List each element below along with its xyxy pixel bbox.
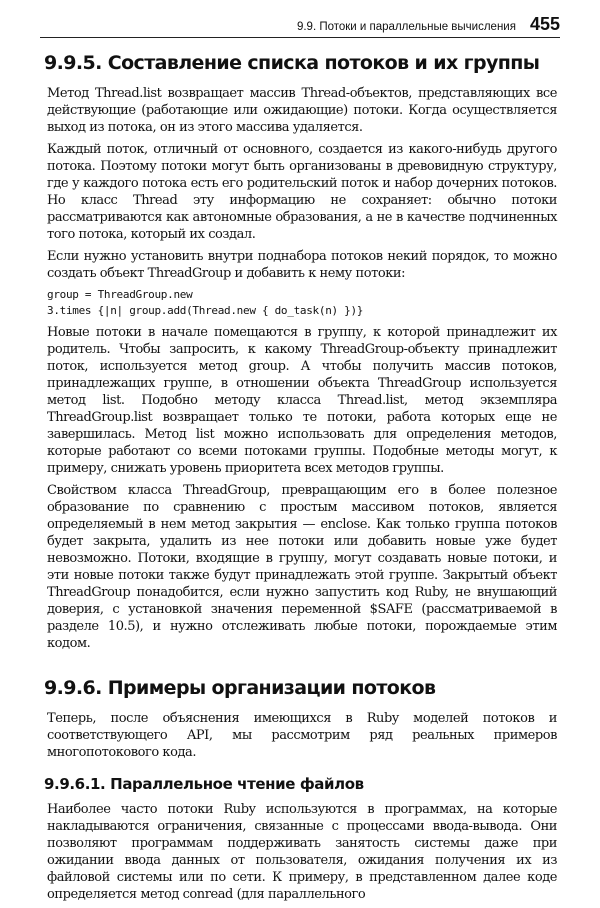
- section-heading-9-9-6: 9.9.6. Примеры организации потоков: [44, 677, 436, 699]
- running-header: [40, 10, 560, 38]
- paragraph: Свойством класса ThreadGroup, превращающим его в более полезное образование по сравнению с простым массивом потоков, является определяемый в нем метод закрытия — enclose. Как только группа потоков будет закрыта, удалить из нее потоки или добавить новые уже будет невозможно. Потоки, входящие в группу, могут создавать новые потоки, и эти новые потоки также будут принадлежать этой группе. Закрытый объект ThreadGroup понадобится, если нужно запустить код Ruby, не внушающий доверия, с установкой значения переменной $SAFE (рассматриваемой в разделе 10.5), и нужно отслеживать любые потоки, порождаемые этим кодом.: [47, 483, 557, 651]
- paragraph: Метод Thread.list возвращает массив Thread-объектов, представляющих все действующие (работающие или ожидающие) потоки. Когда осуществляется выход из потока, он из этого массива удаляется.: [47, 86, 557, 135]
- section-heading-9-9-5: 9.9.5. Составление списка потоков и их группы: [44, 52, 540, 74]
- code-block: [47, 287, 557, 318]
- paragraph: Новые потоки в начале помещаются в группу, к которой принадлежит их родитель. Чтобы запросить, к какому ThreadGroup-объекту принадлежит поток, используется метод group. А чтобы получить массив потоков, принадлежащих группе, в отношении объекта ThreadGroup используется метод list. Подобно методу класса Thread.list, метод экземпляра ThreadGroup.list возвращает только те потоки, работа которых еще не завершилась. Метод list можно использовать для определения методов, которые работают со всеми потоками группы. Подобные методы могут, к примеру, снижать уровень приоритета всех методов группы.: [47, 325, 557, 476]
- paragraph: Если нужно установить внутри поднабора потоков некий порядок, то можно создать объект ThreadGroup и добавить к нему потоки:: [47, 249, 557, 281]
- code-line: 3.times {|n| group.add(Thread.new { do_task(n) })}: [47, 303, 364, 317]
- page-content: [44, 50, 557, 908]
- code-line: group = ThreadGroup.new: [47, 288, 193, 301]
- subsection-heading-9-9-6-1: 9.9.6.1. Параллельное чтение файлов: [44, 775, 364, 793]
- paragraph: Каждый поток, отличный от основного, создается из какого-нибудь другого потока. Поэтому потоки могут быть организованы в древовидную структуру, где у каждого потока есть его родительский поток и набор дочерних потоков. Но класс Thread эту информацию не сохраняет: обычно потоки рассматриваются как автономные образования, а не в качестве подчиненных того потока, который их создал.: [47, 142, 557, 242]
- running-title: 9.9. Потоки и параллельные вычисления: [296, 21, 516, 33]
- paragraph: Теперь, после объяснения имеющихся в Ruby моделей потоков и соответствующего API, мы рассмотрим ряд реальных примеров многопотокового кода.: [47, 711, 557, 760]
- page-number: 455: [529, 14, 560, 34]
- paragraph: Наиболее часто потоки Ruby используются в программах, на которые накладываются ограничения, связанные с процессами ввода-вывода. Они позволяют программам поддерживать занятость системы даже при ожидании ввода данных от пользователя, ожидания получения их из файловой системы или по сети. К примеру, в представленном далее коде определяется метод conread (для параллельного: [47, 802, 557, 902]
